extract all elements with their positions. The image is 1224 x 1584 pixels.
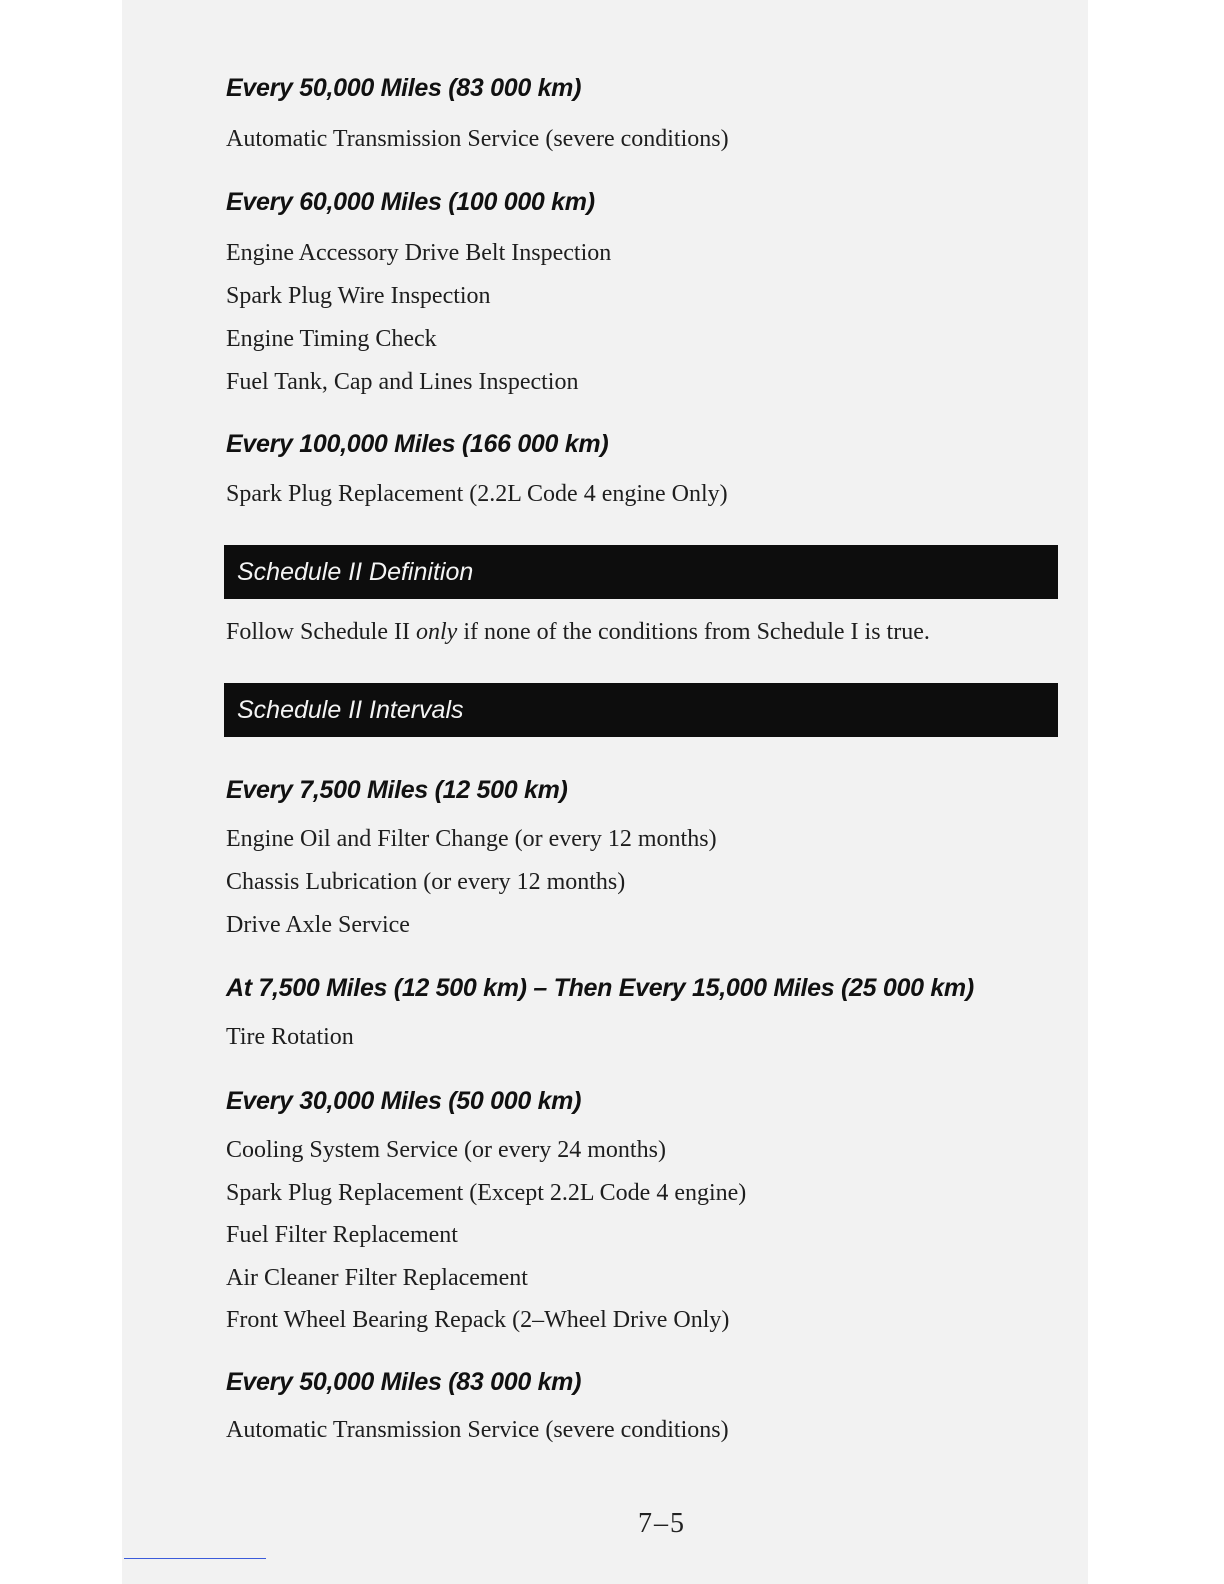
footer-link-underline <box>124 1558 266 1559</box>
intervals-header-bar <box>224 683 1058 737</box>
service-item: Engine Timing Check <box>226 326 437 352</box>
service-item: Automatic Transmission Service (severe conditions) <box>226 1417 729 1443</box>
service-item: Air Cleaner Filter Replacement <box>226 1265 528 1291</box>
service-item: Chassis Lubrication (or every 12 months) <box>226 869 626 895</box>
section-heading: Every 100,000 Miles (166 000 km) <box>226 430 609 458</box>
section-heading: Every 50,000 Miles (83 000 km) <box>226 1368 582 1396</box>
section-heading: At 7,500 Miles (12 500 km) – Then Every 15,000 Miles (25 000 km) <box>226 974 974 1002</box>
definition-text <box>226 619 930 646</box>
definition-text-start: Follow Schedule II <box>226 619 416 645</box>
page-number: 7–5 <box>638 1508 686 1539</box>
service-item: Spark Plug Replacement (2.2L Code 4 engine Only) <box>226 481 728 507</box>
section-heading: Every 50,000 Miles (83 000 km) <box>226 74 582 102</box>
definition-text-end: if none of the conditions from Schedule I is true. <box>457 619 930 645</box>
service-item: Front Wheel Bearing Repack (2–Wheel Drive Only) <box>226 1307 730 1333</box>
intervals-title: Schedule II Intervals <box>237 696 464 724</box>
service-item: Cooling System Service (or every 24 months) <box>226 1137 666 1163</box>
service-item: Tire Rotation <box>226 1024 354 1050</box>
section-heading: Every 7,500 Miles (12 500 km) <box>226 776 568 804</box>
service-item: Engine Accessory Drive Belt Inspection <box>226 240 612 266</box>
service-item: Spark Plug Replacement (Except 2.2L Code 4 engine) <box>226 1180 747 1206</box>
definition-emphasis: only <box>415 619 458 645</box>
section-heading: Every 30,000 Miles (50 000 km) <box>226 1087 582 1115</box>
service-item: Fuel Tank, Cap and Lines Inspection <box>226 369 579 395</box>
definition-header-bar <box>224 545 1058 599</box>
service-item: Spark Plug Wire Inspection <box>226 283 491 309</box>
service-item: Drive Axle Service <box>226 912 410 938</box>
section-heading: Every 60,000 Miles (100 000 km) <box>226 188 595 216</box>
service-item: Engine Oil and Filter Change (or every 12 months) <box>226 826 717 852</box>
service-item: Fuel Filter Replacement <box>226 1222 458 1248</box>
definition-title: Schedule II Definition <box>237 558 474 586</box>
service-item: Automatic Transmission Service (severe conditions) <box>226 126 729 152</box>
